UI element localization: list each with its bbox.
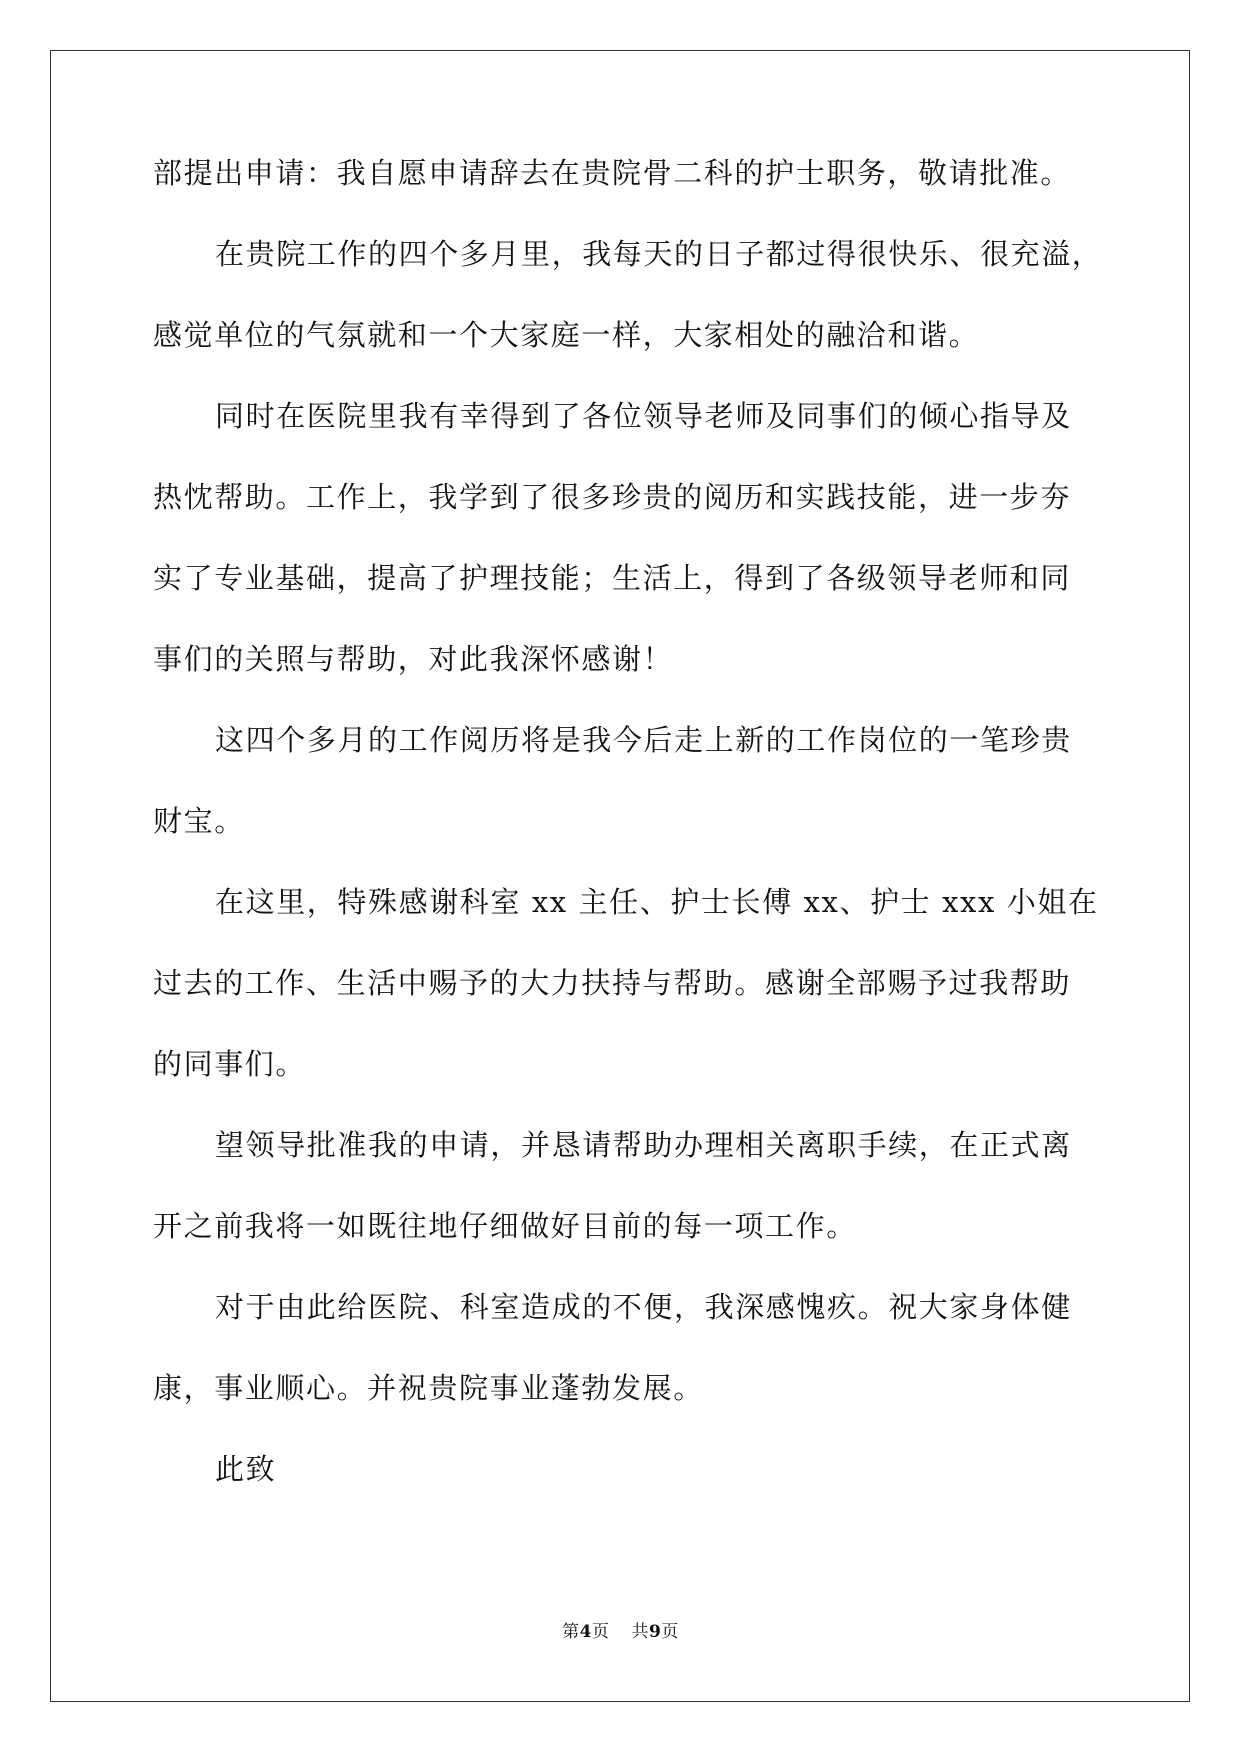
page-unit: 页 <box>592 1622 610 1642</box>
body-line: 康，事业顺心。并祝贵院事业蓬勃发展。 <box>153 1371 704 1405</box>
letter-body <box>153 156 1103 1535</box>
body-line: 同时在医院里我有幸得到了各位领导老师及同事们的倾心指导及 <box>215 399 1072 433</box>
body-line: 对于由此给医院、科室造成的不便，我深感愧疚。祝大家身体健 <box>215 1290 1072 1324</box>
total-unit: 页 <box>661 1622 679 1642</box>
body-line: 这四个多月的工作阅历将是我今后走上新的工作岗位的一笔珍贵 <box>215 723 1072 757</box>
body-line: 过去的工作、生活中赐予的大力扶持与帮助。感谢全部赐予过我帮助 <box>153 966 1072 1000</box>
body-line: 事们的关照与帮助，对此我深怀感谢！ <box>153 642 674 676</box>
page-footer <box>0 1617 1241 1642</box>
body-line: 开之前我将一如既往地仔细做好目前的每一项工作。 <box>153 1209 857 1243</box>
body-line: 财宝。 <box>153 804 245 838</box>
body-line: 热忱帮助。工作上，我学到了很多珍贵的阅历和实践技能，进一步夯 <box>153 480 1072 514</box>
body-line: 感觉单位的气氛就和一个大家庭一样，大家相处的融洽和谐。 <box>153 318 980 352</box>
closing-salutation: 此致 <box>215 1452 277 1486</box>
body-line: 在这里，特殊感谢科室 xx 主任、护士长傅 xx、护士 xxx 小姐在 <box>215 885 1099 919</box>
body-line: 的同事们。 <box>153 1047 307 1081</box>
total-prefix: 共 <box>631 1622 649 1642</box>
page-current: 4 <box>579 1622 592 1642</box>
body-line: 实了专业基础，提高了护理技能；生活上，得到了各级领导老师和同 <box>153 561 1072 595</box>
body-line: 部提出申请：我自愿申请辞去在贵院骨二科的护士职务，敬请批准。 <box>153 156 1072 190</box>
body-line: 在贵院工作的四个多月里，我每天的日子都过得很快乐、很充溢， <box>215 237 1103 271</box>
page-prefix: 第 <box>562 1622 580 1642</box>
body-line: 望领导批准我的申请，并恳请帮助办理相关离职手续，在正式离 <box>215 1128 1072 1162</box>
page-total: 9 <box>649 1622 662 1642</box>
